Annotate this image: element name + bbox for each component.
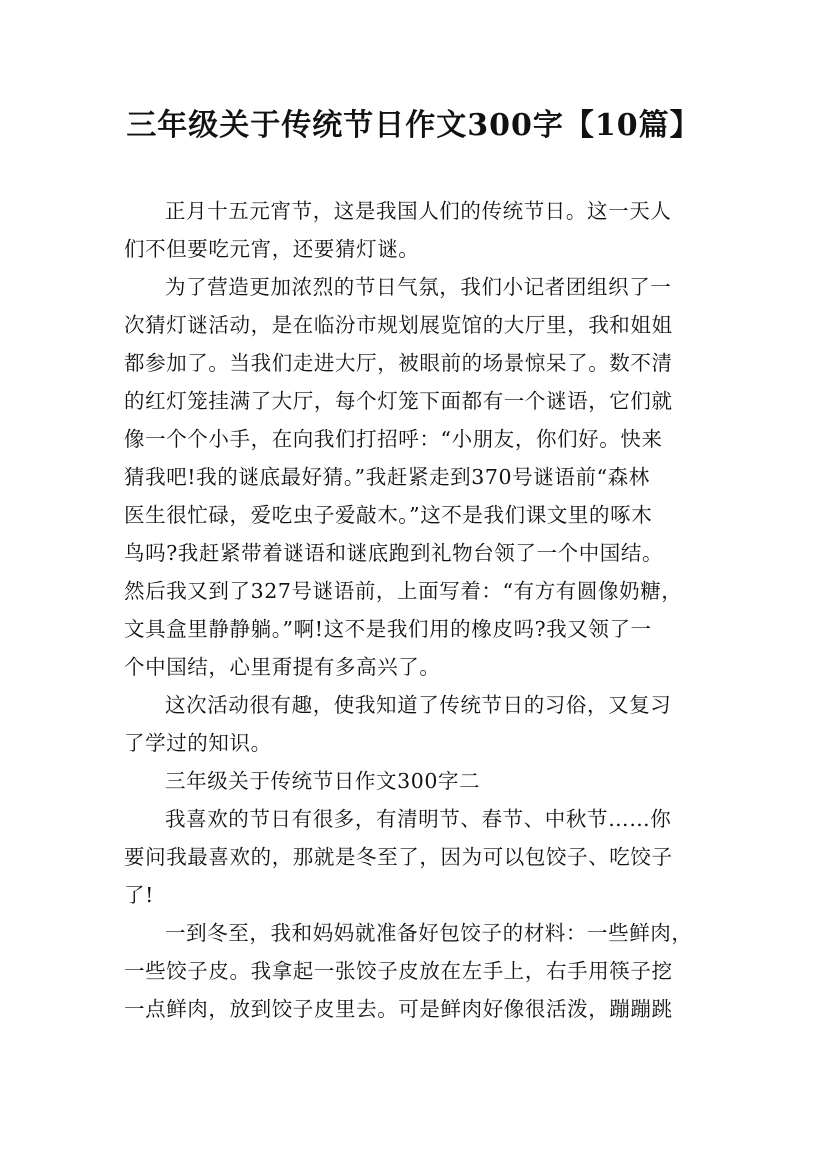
text-line: 我喜欢的节日有很多，有清明节、春节、中秋节……你 xyxy=(165,807,672,831)
text-line: 文具盒里静静躺。”啊!这不是我们用的橡皮吗?我又领了一 xyxy=(124,617,652,641)
text-line: 都参加了。当我们走进大厅，被眼前的场景惊呆了。数不清 xyxy=(124,351,673,375)
text-line: 为了营造更加浓烈的节日气氛，我们小记者团组织了一 xyxy=(165,275,672,299)
text-line: 的红灯笼挂满了大厅，每个灯笼下面都有一个谜语，它们就 xyxy=(124,389,673,413)
text-line: 一些饺子皮。我拿起一张饺子皮放在左手上，右手用筷子挖 xyxy=(124,959,673,983)
paragraph-3 xyxy=(124,686,709,762)
text-line: 了学过的知识。 xyxy=(124,731,272,755)
text-line: 像一个个小手，在向我们打招呼：“小朋友，你们好。快来 xyxy=(124,427,663,451)
section-heading: 三年级关于传统节日作文300字二 xyxy=(165,769,481,793)
text-line: 医生很忙碌，爱吃虫子爱敲木。”这不是我们课文里的啄木 xyxy=(124,503,653,527)
document-body xyxy=(124,192,709,1028)
text-line: 然后我又到了327号谜语前，上面写着：“有方有圆像奶糖， xyxy=(124,579,683,603)
text-line: 个中国结，心里甭提有多高兴了。 xyxy=(124,655,441,679)
text-line: 次猜灯谜活动，是在临汾市规划展览馆的大厅里，我和姐姐 xyxy=(124,313,673,337)
text-line: 这次活动很有趣，使我知道了传统节日的习俗，又复习 xyxy=(165,693,672,717)
text-line: 猜我吧!我的谜底最好猜。”我赶紧走到370号谜语前“森林 xyxy=(124,465,650,489)
text-line: 一点鲜肉，放到饺子皮里去。可是鲜肉好像很活泼，蹦蹦跳 xyxy=(124,997,673,1021)
text-line: 要问我最喜欢的，那就是冬至了，因为可以包饺子、吃饺子 xyxy=(124,845,673,869)
text-line: 一到冬至，我和妈妈就准备好包饺子的材料：一些鲜肉， xyxy=(165,921,693,945)
text-line: 们不但要吃元宵，还要猜灯谜。 xyxy=(124,237,420,261)
paragraph-1 xyxy=(124,192,709,268)
text-line: 鸟吗?我赶紧带着谜语和谜底跑到礼物台领了一个中国结。 xyxy=(124,541,664,565)
paragraph-4 xyxy=(124,800,709,914)
text-line: 了! xyxy=(124,883,154,907)
paragraph-2 xyxy=(124,268,709,686)
text-line: 正月十五元宵节，这是我国人们的传统节日。这一天人 xyxy=(165,199,672,223)
document-title: 三年级关于传统节日作文300字【10篇】 xyxy=(126,108,701,143)
paragraph-5 xyxy=(124,914,709,1028)
